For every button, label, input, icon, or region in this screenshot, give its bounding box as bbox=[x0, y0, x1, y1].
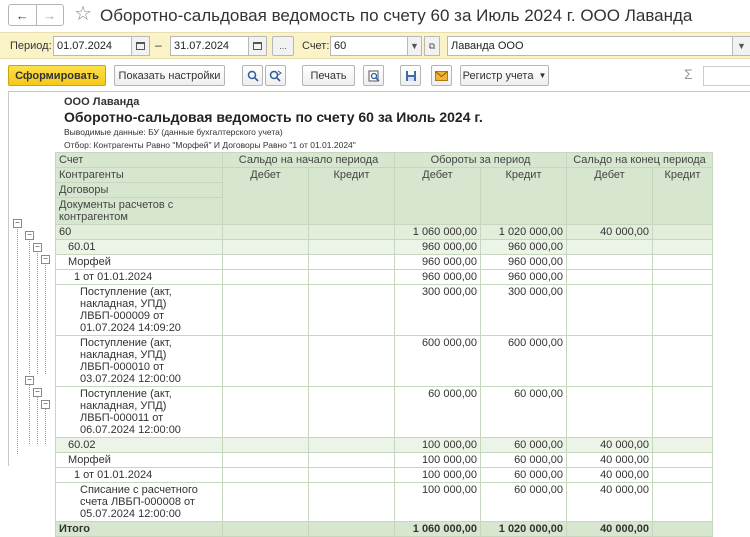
closing-debit bbox=[567, 255, 653, 270]
header-turnover-credit: Кредит bbox=[481, 168, 567, 225]
closing-credit bbox=[653, 240, 713, 255]
opening-credit bbox=[309, 468, 395, 483]
calendar-icon bbox=[253, 42, 262, 50]
tree-line bbox=[37, 250, 38, 374]
header-opening-debit: Дебет bbox=[223, 168, 309, 225]
tree-line bbox=[17, 227, 18, 454]
report-data-shown: Выводимые данные: БУ (данные бухгалтерского учета) bbox=[64, 127, 283, 137]
closing-credit bbox=[653, 336, 713, 387]
turnover-debit: 300 000,00 bbox=[395, 285, 481, 336]
report-row[interactable] bbox=[56, 240, 713, 255]
collapse-toggle-icon[interactable]: − bbox=[41, 400, 50, 409]
opening-credit bbox=[309, 453, 395, 468]
turnover-debit: 100 000,00 bbox=[395, 468, 481, 483]
opening-debit bbox=[223, 387, 309, 438]
turnover-credit: 60 000,00 bbox=[481, 483, 567, 522]
opening-debit bbox=[223, 270, 309, 285]
period-dash: – bbox=[155, 38, 162, 52]
report-rows bbox=[56, 225, 713, 537]
turnover-debit: 100 000,00 bbox=[395, 438, 481, 453]
closing-debit: 40 000,00 bbox=[567, 453, 653, 468]
closing-debit: 40 000,00 bbox=[567, 483, 653, 522]
closing-debit bbox=[567, 336, 653, 387]
find-next-icon bbox=[269, 70, 282, 82]
row-name: Морфей bbox=[56, 255, 223, 270]
header-row bbox=[56, 168, 713, 183]
turnover-credit: 60 000,00 bbox=[481, 387, 567, 438]
turnover-debit: 1 060 000,00 bbox=[395, 225, 481, 240]
collapse-toggle-icon[interactable]: − bbox=[25, 231, 34, 240]
opening-credit bbox=[309, 483, 395, 522]
find-next-button[interactable] bbox=[265, 65, 286, 86]
report-row[interactable] bbox=[56, 255, 713, 270]
tree-line bbox=[45, 408, 46, 444]
turnover-credit: 1 020 000,00 bbox=[481, 225, 567, 240]
turnover-debit: 600 000,00 bbox=[395, 336, 481, 387]
save-icon bbox=[405, 70, 417, 82]
tree-line bbox=[45, 262, 46, 374]
print-button[interactable]: Печать bbox=[302, 65, 355, 86]
organization-field[interactable]: Лаванда ООО bbox=[447, 36, 733, 56]
report-filter: Отбор: Контрагенты Равно "Морфей" И Договоры Равно "1 от 01.01.2024" bbox=[64, 140, 356, 150]
account-field[interactable]: 60 bbox=[330, 36, 408, 56]
title-bar bbox=[0, 0, 750, 32]
collapse-toggle-icon[interactable]: − bbox=[25, 376, 34, 385]
report-row[interactable] bbox=[56, 387, 713, 438]
header-closing: Сальдо на конец периода bbox=[567, 153, 713, 168]
row-name: 60 bbox=[56, 225, 223, 240]
opening-credit bbox=[309, 240, 395, 255]
closing-credit bbox=[653, 387, 713, 438]
opening-debit bbox=[223, 336, 309, 387]
turnover-credit: 960 000,00 bbox=[481, 270, 567, 285]
date-from-field[interactable]: 01.07.2024 bbox=[53, 36, 132, 56]
turnover-debit: 100 000,00 bbox=[395, 483, 481, 522]
open-icon: ⧉ bbox=[428, 40, 436, 51]
closing-credit bbox=[653, 255, 713, 270]
turnover-credit: 60 000,00 bbox=[481, 468, 567, 483]
report-row[interactable] bbox=[56, 468, 713, 483]
row-name: 60.02 bbox=[56, 438, 223, 453]
total-row-name: Итого bbox=[56, 522, 223, 537]
turnover-credit: 600 000,00 bbox=[481, 336, 567, 387]
report-row[interactable] bbox=[56, 270, 713, 285]
turnover-credit: 60 000,00 bbox=[481, 438, 567, 453]
header-contractors: Контрагенты bbox=[56, 168, 223, 183]
print-preview-button[interactable] bbox=[363, 65, 384, 86]
search-icon bbox=[247, 70, 259, 82]
header-closing-debit: Дебет bbox=[567, 168, 653, 225]
tree-line bbox=[37, 396, 38, 444]
date-to-field[interactable]: 31.07.2024 bbox=[170, 36, 249, 56]
closing-credit bbox=[653, 453, 713, 468]
closing-debit bbox=[567, 240, 653, 255]
report-row[interactable] bbox=[56, 225, 713, 240]
opening-credit bbox=[309, 225, 395, 240]
row-name: 1 от 01.01.2024 bbox=[56, 270, 223, 285]
header-closing-credit: Кредит bbox=[653, 168, 713, 225]
opening-debit bbox=[223, 438, 309, 453]
account-label: Счет: bbox=[302, 40, 330, 52]
turnover-credit: 60 000,00 bbox=[481, 453, 567, 468]
turnover-debit: 60 000,00 bbox=[395, 387, 481, 438]
back-arrow-icon[interactable]: ← bbox=[15, 7, 29, 23]
closing-debit: 40 000,00 bbox=[567, 438, 653, 453]
register-label: Регистр учета bbox=[462, 69, 534, 82]
report-title: Оборотно-сальдовая ведомость по счету 60 за Июль 2024 г. bbox=[64, 109, 483, 125]
period-label: Период: bbox=[10, 40, 52, 52]
tree-line bbox=[29, 238, 30, 374]
total-turnover-debit: 1 060 000,00 bbox=[395, 522, 481, 537]
closing-credit bbox=[653, 468, 713, 483]
report-row[interactable] bbox=[56, 483, 713, 522]
chevron-down-icon: ▼ bbox=[538, 71, 547, 80]
tree-gutter bbox=[9, 92, 55, 467]
forward-arrow-icon[interactable]: → bbox=[36, 5, 64, 25]
header-documents: Документы расчетов с контрагентом bbox=[56, 198, 223, 225]
report-row[interactable] bbox=[56, 285, 713, 336]
total-row[interactable] bbox=[56, 522, 713, 537]
header-account: Счет bbox=[56, 153, 223, 168]
turnover-credit: 300 000,00 bbox=[481, 285, 567, 336]
total-opening-debit bbox=[223, 522, 309, 537]
report-row[interactable] bbox=[56, 336, 713, 387]
opening-debit bbox=[223, 483, 309, 522]
header-opening-credit: Кредит bbox=[309, 168, 395, 225]
nav-buttons bbox=[8, 4, 64, 26]
calendar-to-button[interactable] bbox=[248, 36, 267, 56]
row-name: Поступление (акт, накладная, УПД) ЛВБП-000009 от 01.07.2024 14:09:20 bbox=[56, 285, 223, 336]
report-row[interactable] bbox=[56, 438, 713, 453]
closing-debit bbox=[567, 270, 653, 285]
opening-debit bbox=[223, 285, 309, 336]
collapse-toggle-icon[interactable]: − bbox=[13, 219, 22, 228]
report-row[interactable] bbox=[56, 453, 713, 468]
report-organization: ООО Лаванда bbox=[64, 96, 140, 108]
turnover-debit: 960 000,00 bbox=[395, 255, 481, 270]
collapse-toggle-icon[interactable]: − bbox=[33, 388, 42, 397]
chevron-down-icon: ▼ bbox=[410, 41, 419, 51]
turnover-debit: 960 000,00 bbox=[395, 270, 481, 285]
report-area bbox=[8, 91, 750, 535]
opening-credit bbox=[309, 336, 395, 387]
opening-debit bbox=[223, 453, 309, 468]
tree-line bbox=[29, 384, 30, 444]
closing-credit bbox=[653, 285, 713, 336]
opening-credit bbox=[309, 255, 395, 270]
window-title: Оборотно-сальдовая ведомость по счету 60 за Июль 2024 г. ООО Лаванда bbox=[100, 6, 693, 25]
favorite-star-icon[interactable]: ☆ bbox=[74, 3, 92, 25]
opening-credit bbox=[309, 285, 395, 336]
turnover-debit: 960 000,00 bbox=[395, 240, 481, 255]
closing-credit bbox=[653, 270, 713, 285]
turnover-credit: 960 000,00 bbox=[481, 240, 567, 255]
send-email-button[interactable] bbox=[431, 65, 452, 86]
generate-button[interactable]: Сформировать bbox=[8, 65, 106, 86]
collapse-toggle-icon[interactable]: − bbox=[41, 255, 50, 264]
total-closing-credit bbox=[653, 522, 713, 537]
report-parameters bbox=[0, 32, 750, 59]
closing-debit bbox=[567, 387, 653, 438]
closing-debit bbox=[567, 285, 653, 336]
closing-credit bbox=[653, 225, 713, 240]
show-settings-button[interactable]: Показать настройки bbox=[114, 65, 225, 86]
row-name: Морфей bbox=[56, 453, 223, 468]
opening-credit bbox=[309, 387, 395, 438]
total-closing-debit: 40 000,00 bbox=[567, 522, 653, 537]
total-opening-credit bbox=[309, 522, 395, 537]
chevron-down-icon: ▼ bbox=[737, 41, 746, 51]
sum-field[interactable] bbox=[703, 66, 750, 86]
opening-debit bbox=[223, 240, 309, 255]
search-button[interactable] bbox=[242, 65, 263, 86]
toolbar bbox=[0, 63, 750, 89]
account-dropdown-button[interactable] bbox=[407, 36, 422, 56]
opening-debit bbox=[223, 225, 309, 240]
row-name: Поступление (акт, накладная, УПД) ЛВБП-000011 от 06.07.2024 12:00:00 bbox=[56, 387, 223, 438]
collapse-toggle-icon[interactable]: − bbox=[33, 243, 42, 252]
row-name: 60.01 bbox=[56, 240, 223, 255]
report-table bbox=[55, 152, 713, 537]
register-menu-button[interactable] bbox=[460, 65, 549, 86]
turnover-credit: 960 000,00 bbox=[481, 255, 567, 270]
turnover-debit: 100 000,00 bbox=[395, 453, 481, 468]
header-opening: Сальдо на начало периода bbox=[223, 153, 395, 168]
account-open-button[interactable] bbox=[424, 36, 440, 56]
row-name: Списание с расчетного счета ЛВБП-000008 от 05.07.2024 12:00:00 bbox=[56, 483, 223, 522]
closing-debit: 40 000,00 bbox=[567, 468, 653, 483]
opening-debit bbox=[223, 468, 309, 483]
calendar-icon bbox=[136, 42, 145, 50]
save-button[interactable] bbox=[400, 65, 421, 86]
opening-credit bbox=[309, 270, 395, 285]
closing-debit: 40 000,00 bbox=[567, 225, 653, 240]
calendar-from-button[interactable] bbox=[131, 36, 150, 56]
opening-debit bbox=[223, 255, 309, 270]
header-turnover-debit: Дебет bbox=[395, 168, 481, 225]
opening-credit bbox=[309, 438, 395, 453]
sigma-icon: Σ bbox=[684, 66, 693, 82]
row-name: 1 от 01.01.2024 bbox=[56, 468, 223, 483]
print-preview-icon bbox=[368, 70, 380, 82]
closing-credit bbox=[653, 483, 713, 522]
organization-dropdown-button[interactable] bbox=[732, 36, 750, 56]
period-select-button[interactable]: ... bbox=[272, 36, 294, 56]
header-row bbox=[56, 153, 713, 168]
header-turnover: Обороты за период bbox=[395, 153, 567, 168]
row-name: Поступление (акт, накладная, УПД) ЛВБП-000010 от 03.07.2024 12:00:00 bbox=[56, 336, 223, 387]
header-contracts: Договоры bbox=[56, 183, 223, 198]
total-turnover-credit: 1 020 000,00 bbox=[481, 522, 567, 537]
closing-credit bbox=[653, 438, 713, 453]
envelope-icon bbox=[435, 71, 448, 81]
